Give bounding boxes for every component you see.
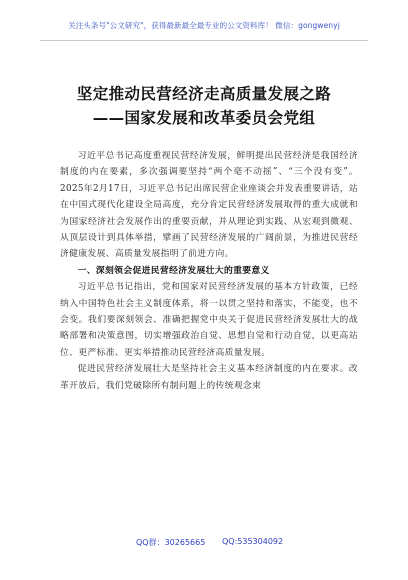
title-line-1: 坚定推动民营经济走高质量发展之路: [76, 85, 332, 103]
promo-banner: 关注头条号"公文研究"，获得最新最全最专业的公文资料库！ 微信：gongwenyj: [68, 21, 340, 30]
section-heading: 一、深刻领会促进民营经济发展壮大的重要意义: [77, 265, 270, 276]
body-paragraph: 习近平总书记指出，党和国家对民营经济发展的基本方针政策，已经纳入中国特色社会主义制度体系，将一以贯之坚持和落实，不能变，也不会变。我们要深刻领会、准确把握党中央关于促进民营经济发展壮大的战略部署和决策意图，切实增强政治自觉、思想自觉和行动自觉，以更高站位、更严标准、更实举措推动民营经济高质量发展。: [60, 282, 358, 358]
document-title: [0, 82, 408, 130]
qq-number-text: QQ:535304092: [222, 537, 284, 546]
intro-paragraph: 习近平总书记高度重视民营经济发展，鲜明提出民营经济是我国经济制度的内在要素，多次强调要坚持“两个毫不动摇”、“三个没有变”。2025年2月17日，习近平总书记出席民营企业座谈会并发表重要讲话，站在中国式现代化建设全局高度，充分肯定民营经济发展取得的重大成就和为国家经济社会发展作出的重要贡献，并从理论到实践、从宏观到微观、从顶层设计到具体举措，擘画了民营经济发展的广阔前景，为推进民营经济健康发展、高质量发展指明了前进方向。: [60, 151, 358, 260]
header-divider: [40, 40, 368, 41]
qq-group-text: QQ群：30265665: [136, 538, 206, 547]
body-paragraph: 促进民营经济发展壮大是坚持社会主义基本经济制度的内在要求。改革开放后，我们党破除所有制问题上的传统观念束: [60, 364, 358, 391]
document-body: [60, 148, 358, 394]
title-line-2: ——国家发展和改革委员会党组: [92, 109, 316, 127]
